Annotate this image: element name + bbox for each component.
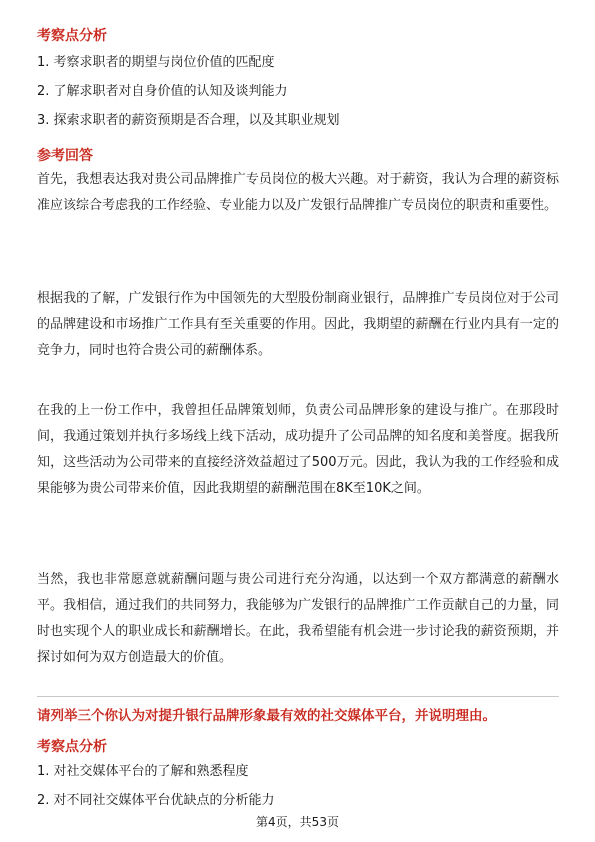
answer-heading: 参考回答: [37, 148, 93, 164]
analysis-item: 1. 考察求职者的期望与岗位价值的匹配度: [37, 55, 275, 70]
answer-paragraph: 首先，我想表达我对贵公司品牌推广专员岗位的极大兴趣。对于薪资，我认为合理的薪资标准应该综合考虑我的工作经验、专业能力以及广发银行品牌推广专员岗位的职责和重要性。: [37, 172, 559, 213]
analysis-heading: 考察点分析: [37, 739, 107, 755]
section-divider: [37, 696, 559, 697]
analysis-heading: 考察点分析: [37, 28, 107, 44]
analysis-item: 3. 探索求职者的薪资预期是否合理，以及其职业规划: [37, 113, 340, 128]
page-number: 第4页，共53页: [256, 815, 339, 829]
analysis-item: 2. 了解求职者对自身价值的认知及谈判能力: [37, 84, 288, 99]
analysis-item: 2. 对不同社交媒体平台优缺点的分析能力: [37, 793, 275, 808]
answer-paragraph: 在我的上一份工作中，我曾担任品牌策划师，负责公司品牌形象的建设与推广。在那段时间，我通过策划并执行多场线上线下活动，成功提升了公司品牌的知名度和美誉度。据我所知，这些活动为公司带来的直接经济效益超过了500万元。因此，我认为我的工作经验和成果能够为贵公司带来价值，因此我期望的薪酬范围在8K至10K之间。: [37, 403, 559, 496]
question-title: 请列举三个你认为对提升银行品牌形象最有效的社交媒体平台，并说明理由。: [37, 708, 496, 724]
analysis-item: 1. 对社交媒体平台的了解和熟悉程度: [37, 764, 249, 779]
answer-paragraph: 根据我的了解，广发银行作为中国领先的大型股份制商业银行，品牌推广专员岗位对于公司的品牌建设和市场推广工作具有至关重要的作用。因此，我期望的薪酬在行业内具有一定的竞争力，同时也符合贵公司的薪酬体系。: [37, 291, 559, 358]
answer-paragraph: 当然，我也非常愿意就薪酬问题与贵公司进行充分沟通，以达到一个双方都满意的薪酬水平。我相信，通过我们的共同努力，我能够为广发银行的品牌推广工作贡献自己的力量，同时也实现个人的职业成长和薪酬增长。在此，我希望能有机会进一步讨论我的薪资预期，并探讨如何为双方创造最大的价值。: [37, 572, 559, 665]
